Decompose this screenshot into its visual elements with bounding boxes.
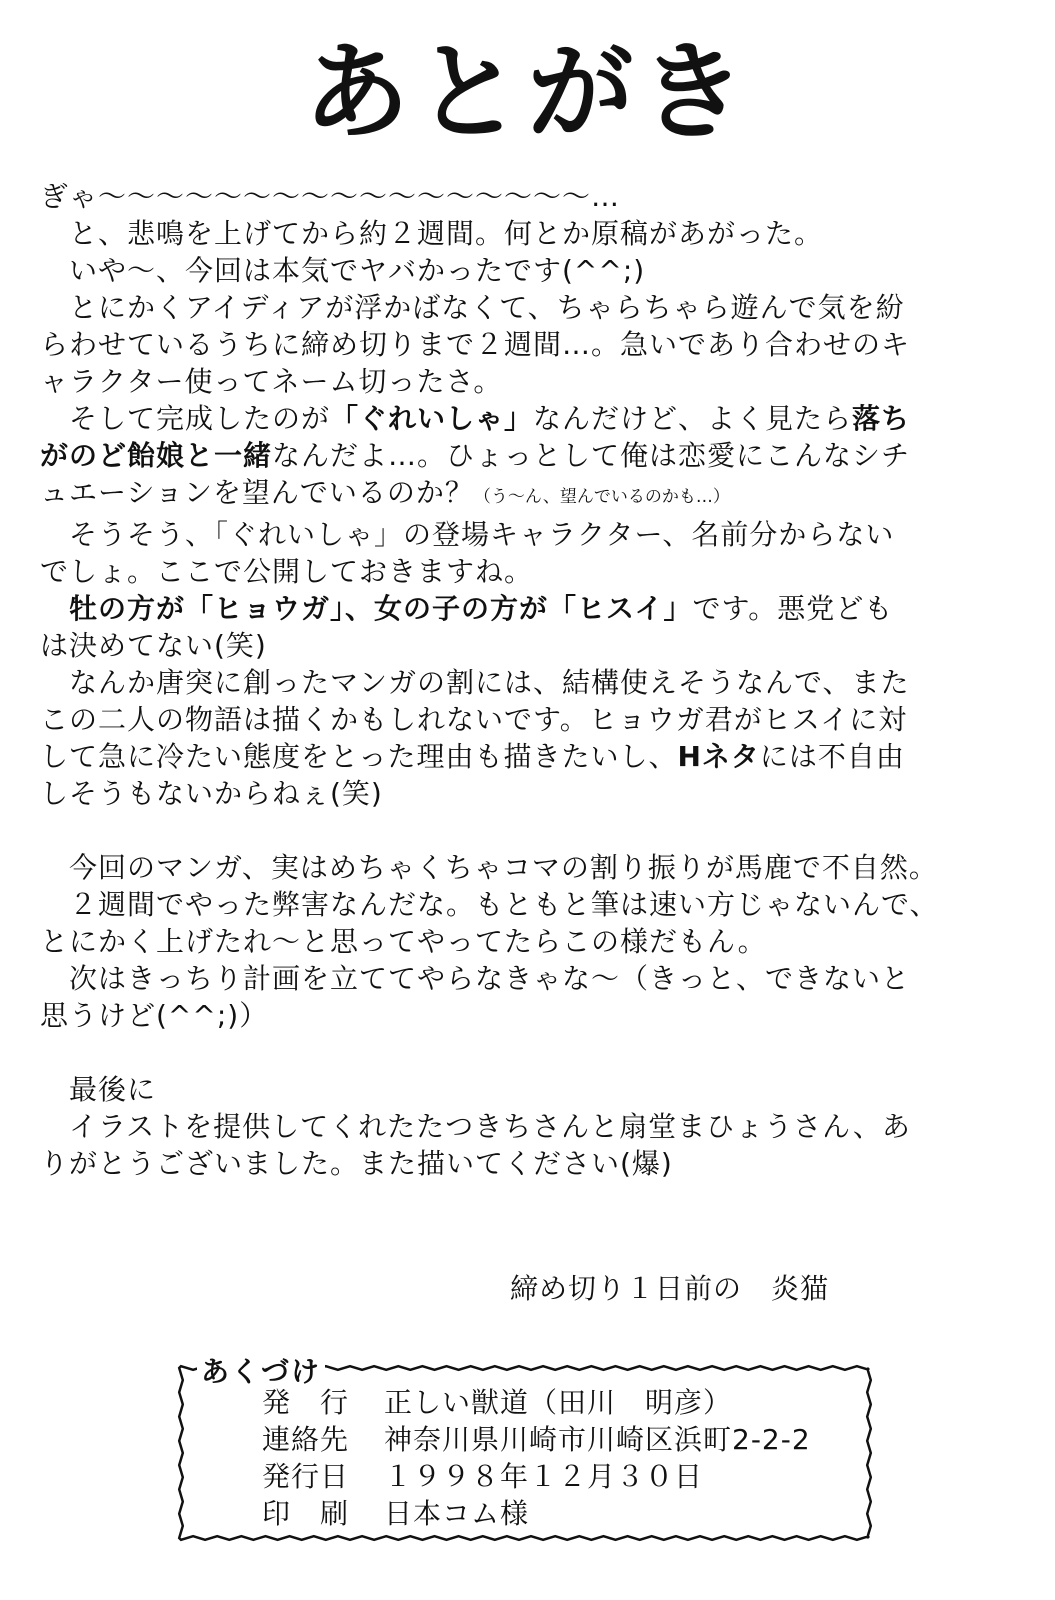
text-segment-bold: Hネタ: [677, 740, 760, 773]
text-segment: です。悪党ども: [692, 592, 894, 625]
text-segment-bold: 「ぐれいしゃ」: [330, 402, 534, 435]
text-line: [40, 960, 1015, 997]
text-line: [40, 1108, 1015, 1145]
blank-line: [40, 812, 1015, 849]
text-line: [40, 363, 1015, 400]
text-segment: ２週間でやった弊害なんだな。もともと筆は速い方じゃないんで、: [40, 888, 939, 921]
text-segment: そして完成したのが: [40, 402, 331, 435]
text-segment: と、悲鳴を上げてから約２週間。何とか原稿があがった。: [40, 217, 824, 250]
text-segment: は決めてない(笑): [40, 629, 267, 662]
colophon-box: [175, 1354, 875, 1544]
text-line: [40, 474, 1015, 516]
colophon-row: [262, 1458, 811, 1495]
text-line: [40, 701, 1015, 738]
text-segment: [40, 592, 69, 625]
text-segment: 今回のマンガ、実はめちゃくちゃコマの割り振りが馬鹿で不自然。: [40, 851, 938, 884]
signature: 締め切り１日前の 炎猫: [510, 1272, 830, 1305]
text-segment: なんだけど、よく見たら: [533, 402, 853, 435]
text-line: [40, 997, 1015, 1034]
text-line: [40, 437, 1015, 474]
text-segment: そうそう、「ぐれいしゃ」の登場キャラクター、名前分からない: [40, 518, 895, 551]
text-segment: しそうもないからねぇ(笑): [40, 777, 383, 810]
text-line: [40, 252, 1015, 289]
text-line: [40, 1145, 1015, 1182]
text-segment: ぎゃ～～～～～～～～～～～～～～～～～…: [40, 180, 621, 213]
text-segment-bold: 落ち: [852, 402, 911, 435]
colophon-value: １９９８年１２月３０日: [384, 1460, 704, 1493]
text-segment: らわせているうちに締め切りまで２週間…。急いであり合わせのキ: [40, 328, 911, 361]
text-segment-small: （う～ん、望んでいるのかも…）: [473, 487, 730, 507]
text-segment: ャラクター使ってネーム切ったさ。: [40, 365, 503, 398]
text-segment: ュエーションを望んでいるのか？: [40, 476, 474, 509]
blank-line: [40, 1034, 1015, 1071]
page-title: あとがき: [303, 31, 752, 154]
text-line: [40, 849, 1015, 886]
text-segment: 次はきっちり計画を立ててやらなきゃな～（きっと、できないと: [40, 962, 911, 995]
text-segment-bold: 牡の方が「ヒョウガ」、女の子の方が「ヒスイ」: [69, 592, 693, 625]
colophon-title: あくづけ: [197, 1350, 325, 1390]
colophon-value: 日本コム様: [384, 1497, 530, 1530]
text-segment: 思うけど(^^;)）: [40, 999, 269, 1032]
text-line: [40, 923, 1015, 960]
afterword-body: [40, 178, 1015, 1182]
text-line: [40, 590, 1015, 627]
colophon-label: 連絡先: [262, 1423, 350, 1456]
text-line: [40, 553, 1015, 590]
colophon-label: 印 刷: [262, 1497, 350, 1530]
text-segment: とにかくアイディアが浮かばなくて、ちゃらちゃら遊んで気を紛: [40, 291, 905, 324]
text-line: [40, 516, 1015, 553]
colophon-row: [262, 1421, 811, 1458]
text-segment: なんか唐突に創ったマンガの割には、結構使えそうなんで、また: [40, 666, 910, 699]
text-line: [40, 775, 1015, 812]
text-segment: なんだよ…。ひょっとして俺は恋愛にこんなシチ: [272, 439, 911, 472]
text-line: [40, 1071, 1015, 1108]
text-line: [40, 289, 1015, 326]
colophon-row: [262, 1495, 811, 1532]
text-line: [40, 627, 1015, 664]
colophon-value: 神奈川県川崎市川崎区浜町2-2-2: [384, 1423, 811, 1456]
text-line: [40, 738, 1015, 775]
text-segment: でしょ。ここで公開しておきますね。: [40, 555, 534, 588]
text-segment: とにかく上げたれ～と思ってやってたらこの様だもん。: [40, 925, 767, 958]
colophon-value: 正しい獣道（田川 明彦）: [384, 1386, 733, 1419]
text-segment: 最後に: [40, 1073, 157, 1106]
text-line: [40, 178, 1015, 215]
colophon-rows: [262, 1384, 811, 1532]
text-line: [40, 215, 1015, 252]
colophon-row: [262, 1384, 811, 1421]
text-segment: イラストを提供してくれたたつきちさんと扇堂まひょうさん、あ: [40, 1110, 911, 1143]
text-line: [40, 664, 1015, 701]
text-line: [40, 886, 1015, 923]
text-line: [40, 400, 1015, 437]
colophon-label: 発行日: [262, 1460, 350, 1493]
text-line: [40, 326, 1015, 363]
text-segment: りがとうございました。また描いてください(爆): [40, 1147, 673, 1180]
colophon-label: 発 行: [262, 1386, 350, 1419]
text-segment: この二人の物語は描くかもしれないです。ヒョウガ君がヒスイに対: [40, 703, 908, 736]
text-segment: いや～、今回は本気でヤバかったです(^^;): [40, 254, 646, 287]
text-segment: には不自由: [759, 740, 905, 773]
text-segment: して急に冷たい態度をとった理由も描きたいし、: [40, 740, 678, 773]
text-segment-bold: がのど飴娘と一緒: [40, 439, 273, 472]
